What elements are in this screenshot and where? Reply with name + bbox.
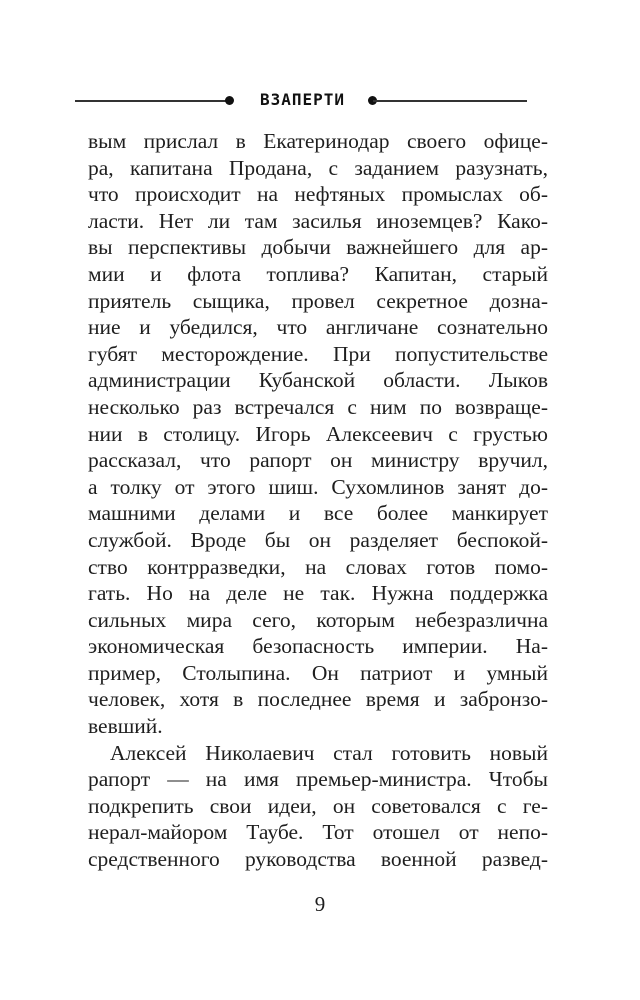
header-rule-right	[373, 100, 527, 102]
text-line: службой. Вроде бы он разделяет беспокой-	[88, 527, 548, 552]
text-line: рапорт — на имя премьер-министра. Чтобы	[88, 767, 548, 792]
text-line: ра, капитана Продана, с заданием разузнать,	[88, 155, 548, 180]
body-text	[88, 128, 548, 873]
text-line: нерал-майором Таубе. Тот отошел от непо-	[88, 820, 548, 845]
text-line: что происходит на нефтяных промыслах об-	[88, 182, 548, 207]
text-line: гать. Но на деле не так. Нужна поддержка	[88, 581, 548, 606]
running-header	[75, 90, 527, 110]
text-line: средственного руководства военной развед-	[88, 847, 548, 872]
text-line: подкрепить свои идеи, он советовался с ге-	[88, 793, 548, 818]
text-line: машними делами и все более манкирует	[88, 501, 548, 526]
page-number: 9	[314, 892, 326, 916]
text-line: несколько раз встречался с ним по возвраще-	[88, 394, 548, 419]
text-line: приятель сыщика, провел секретное дозна-	[88, 288, 548, 313]
text-line: ние и убедился, что англичане сознательно	[88, 315, 548, 340]
running-title: ВЗАПЕРТИ	[259, 90, 346, 109]
header-rule-left	[75, 100, 230, 102]
text-line: ство контрразведки, на словах готов помо-	[88, 554, 548, 579]
text-line: администрации Кубанской области. Лыков	[88, 368, 548, 393]
text-line: человек, хотя в последнее время и забронзо-	[88, 687, 548, 712]
text-line: а толку от этого шиш. Сухомлинов занят до-	[88, 474, 548, 499]
text-line: экономическая безопасность империи. На-	[88, 634, 548, 659]
text-line: рассказал, что рапорт он министру вручил,	[88, 448, 548, 473]
text-line: Алексей Николаевич стал готовить новый	[110, 740, 548, 765]
text-line: губят месторождение. При попустительстве	[88, 341, 548, 366]
text-line: мии и флота топлива? Капитан, старый	[88, 261, 548, 286]
text-line: вевший.	[88, 714, 163, 739]
text-line: вы перспективы добычи важнейшего для ар-	[88, 235, 548, 260]
header-dot-left	[225, 96, 234, 105]
text-line: нии в столицу. Игорь Алексеевич с грустью	[88, 421, 548, 446]
text-line: ласти. Нет ли там засилья иноземцев? Како-	[88, 208, 548, 233]
text-line: вым прислал в Екатеринодар своего офице-	[88, 129, 548, 153]
text-line: пример, Столыпина. Он патриот и умный	[88, 660, 548, 685]
text-line: сильных мира сего, которым небезразлична	[88, 607, 548, 632]
